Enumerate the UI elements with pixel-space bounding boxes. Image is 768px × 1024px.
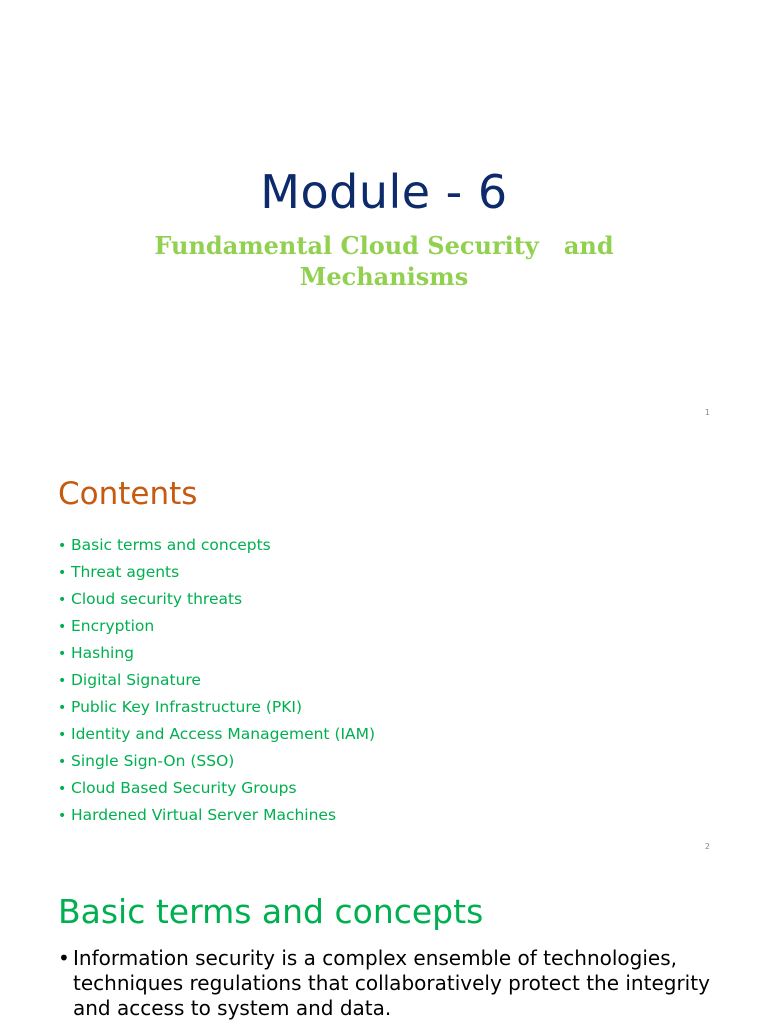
list-item bbox=[58, 667, 375, 694]
list-item-label: Identity and Access Management (IAM) bbox=[71, 725, 376, 743]
list-item-label: Cloud Based Security Groups bbox=[71, 779, 297, 797]
module-subtitle bbox=[0, 230, 768, 292]
list-item bbox=[58, 775, 375, 802]
bullet-icon: • bbox=[58, 727, 67, 743]
body-text: Information security is a complex ensemble of technologies, techniques regulations that collaboratively protect the integrity and access to system and data. bbox=[73, 946, 710, 1020]
list-item bbox=[58, 721, 375, 748]
list-item-label: Threat agents bbox=[71, 563, 180, 581]
list-item-label: Cloud security threats bbox=[71, 590, 243, 608]
list-item-label: Public Key Infrastructure (PKI) bbox=[71, 698, 302, 716]
list-item bbox=[58, 613, 375, 640]
bullet-icon: • bbox=[58, 808, 67, 824]
contents-list bbox=[58, 532, 375, 829]
list-item-label: Single Sign-On (SSO) bbox=[71, 752, 235, 770]
bullet-icon: • bbox=[58, 538, 67, 554]
page-number: 1 bbox=[704, 408, 710, 417]
list-item bbox=[58, 559, 375, 586]
list-item-label: Hardened Virtual Server Machines bbox=[71, 806, 337, 824]
contents-title: Contents bbox=[58, 476, 198, 512]
list-item bbox=[58, 748, 375, 775]
list-item-label: Hashing bbox=[71, 644, 135, 662]
bullet-icon: • bbox=[58, 592, 67, 608]
list-item-label: Encryption bbox=[71, 617, 155, 635]
slide-2 bbox=[0, 432, 768, 864]
bullet-icon: • bbox=[58, 646, 67, 662]
list-item bbox=[58, 532, 375, 559]
bullet-icon: • bbox=[58, 946, 70, 970]
subtitle-line-1: Fundamental Cloud Security and bbox=[154, 231, 614, 260]
bullet-icon: • bbox=[58, 700, 67, 716]
bullet-icon: • bbox=[58, 565, 67, 581]
section-title: Basic terms and concepts bbox=[58, 892, 484, 931]
page-number: 2 bbox=[704, 842, 710, 851]
module-title: Module - 6 bbox=[260, 165, 508, 219]
bullet-icon: • bbox=[58, 781, 67, 797]
bullet-icon: • bbox=[58, 754, 67, 770]
list-item-label: Basic terms and concepts bbox=[71, 536, 271, 554]
list-item bbox=[58, 640, 375, 667]
list-item bbox=[58, 802, 375, 829]
list-item bbox=[58, 694, 375, 721]
subtitle-line-2: Mechanisms bbox=[299, 262, 469, 291]
body-bullet bbox=[58, 946, 718, 1021]
slide-3 bbox=[0, 866, 768, 1024]
list-item-label: Digital Signature bbox=[71, 671, 201, 689]
slide-1 bbox=[0, 0, 768, 430]
bullet-icon: • bbox=[58, 673, 67, 689]
bullet-icon: • bbox=[58, 619, 67, 635]
list-item bbox=[58, 586, 375, 613]
